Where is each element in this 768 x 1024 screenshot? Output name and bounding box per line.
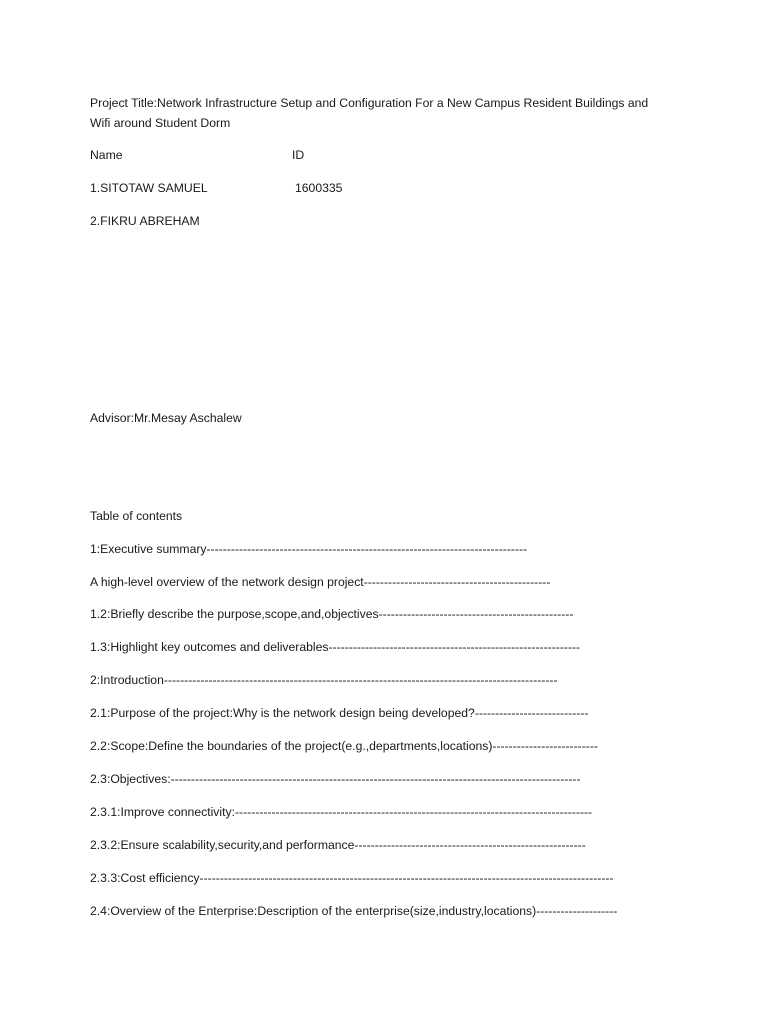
id-column-header: ID	[292, 148, 305, 162]
member-name-1: 1.SITOTAW SAMUEL	[90, 181, 208, 195]
toc-entry: 2.4:Overview of the Enterprise:Description of the enterprise(size,industry,locations)--------------------	[90, 904, 618, 918]
member-id-1: 1600335	[295, 181, 343, 195]
member-name-2: 2.FIKRU ABREHAM	[90, 214, 200, 228]
project-title-line-1: Project Title:Network Infrastructure Setup and Configuration For a New Campus Resident Buildings and	[90, 96, 649, 110]
toc-heading: Table of contents	[90, 509, 183, 523]
toc-entry: 1.3:Highlight key outcomes and deliverables--------------------------------------------------------------	[90, 640, 581, 654]
toc-entry: 1.2:Briefly describe the purpose,scope,and,objectives------------------------------------------------	[90, 607, 574, 621]
name-column-header: Name	[90, 148, 123, 162]
toc-entry: A high-level overview of the network design project----------------------------------------------	[90, 575, 551, 589]
project-title-line-2: Wifi around Student Dorm	[90, 116, 231, 130]
toc-entry: 2.3.2:Ensure scalability,security,and performance---------------------------------------------------------	[90, 838, 586, 852]
toc-entry: 2:Introduction-------------------------------------------------------------------------------------------------	[90, 673, 558, 687]
advisor-line: Advisor:Mr.Mesay Aschalew	[90, 411, 242, 425]
toc-entry: 2.3:Objectives:-----------------------------------------------------------------------------------------------------	[90, 772, 581, 786]
toc-entry: 2.2:Scope:Define the boundaries of the project(e.g.,departments,locations)--------------------------	[90, 739, 598, 753]
toc-entry: 2.1:Purpose of the project:Why is the network design being developed?----------------------------	[90, 706, 589, 720]
toc-entry: 2.3.1:Improve connectivity:----------------------------------------------------------------------------------------	[90, 805, 593, 819]
toc-entry: 1:Executive summary-------------------------------------------------------------------------------	[90, 542, 528, 556]
toc-entry: 2.3.3:Cost efficiency------------------------------------------------------------------------------------------------------	[90, 871, 614, 885]
